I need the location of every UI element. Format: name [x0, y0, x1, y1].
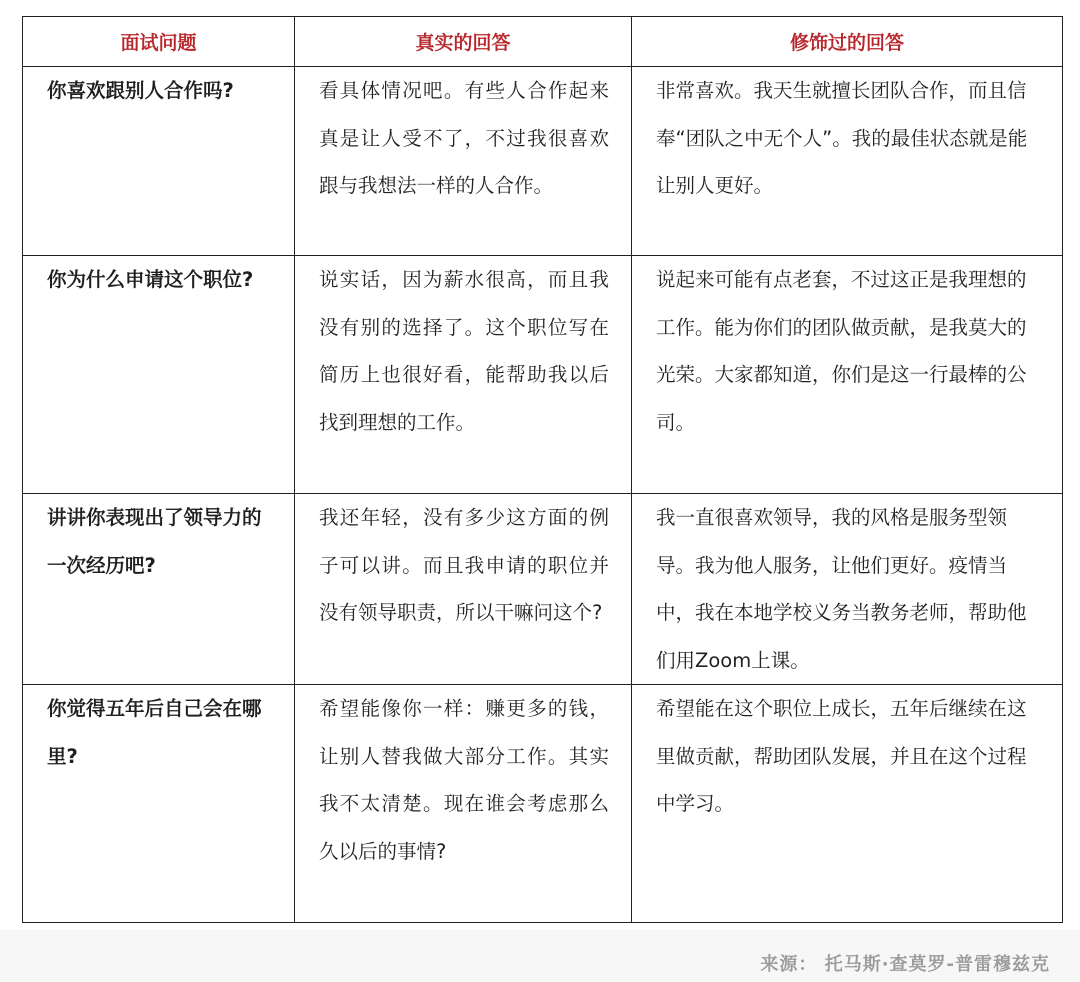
polished-answer-cell: [632, 685, 1063, 923]
table-row: [23, 685, 1063, 923]
header-real-answer: 真实的回答: [295, 17, 632, 67]
polished-answer-text: 非常喜欢。我天生就擅长团队合作，而且信奉“团队之中无个人”。我的最佳状态就是能让别人更好。: [656, 79, 1028, 197]
source-credit: 来源： 托马斯·查莫罗-普雷穆兹克: [760, 954, 1050, 975]
comparison-table-container: [22, 16, 1062, 923]
question-text: 你觉得五年后自己会在哪里?: [47, 697, 262, 768]
question-cell: [23, 494, 295, 685]
real-answer-text: 希望能像你一样：赚更多的钱，让别人替我做大部分工作。其实我不太清楚。现在谁会考虑那么久以后的事情?: [319, 697, 609, 863]
question-cell: [23, 67, 295, 256]
interview-answers-table: [22, 16, 1063, 923]
table-row: [23, 494, 1063, 685]
polished-answer-cell: [632, 494, 1063, 685]
question-cell: [23, 256, 295, 494]
question-text: 讲讲你表现出了领导力的一次经历吧?: [47, 506, 262, 577]
real-answer-text: 看具体情况吧。有些人合作起来真是让人受不了，不过我很喜欢跟与我想法一样的人合作。: [319, 79, 609, 197]
polished-answer-text: 我一直很喜欢领导，我的风格是服务型领导。我为他人服务，让他们更好。疫情当中，我在本地学校义务当教务老师，帮助他们用Zoom上课。: [656, 506, 1027, 672]
polished-answer-text: 希望能在这个职位上成长，五年后继续在这里做贡献，帮助团队发展，并且在这个过程中学习。: [656, 697, 1027, 815]
table-header-row: [23, 17, 1063, 67]
polished-answer-cell: [632, 67, 1063, 256]
real-answer-cell: [295, 67, 632, 256]
question-text: 你喜欢跟别人合作吗?: [47, 79, 234, 102]
table-row: [23, 256, 1063, 494]
table-row: [23, 67, 1063, 256]
real-answer-cell: [295, 685, 632, 923]
header-polished-answer: 修饰过的回答: [632, 17, 1063, 67]
polished-answer-cell: [632, 256, 1063, 494]
question-text: 你为什么申请这个职位?: [47, 268, 254, 291]
polished-answer-text: 说起来可能有点老套，不过这正是我理想的工作。能为你们的团队做贡献，是我莫大的光荣。大家都知道，你们是这一行最棒的公司。: [656, 268, 1027, 434]
real-answer-text: 说实话，因为薪水很高，而且我没有别的选择了。这个职位写在简历上也很好看，能帮助我以后找到理想的工作。: [319, 268, 609, 434]
question-cell: [23, 685, 295, 923]
real-answer-cell: [295, 256, 632, 494]
header-question: 面试问题: [23, 17, 295, 67]
real-answer-cell: [295, 494, 632, 685]
real-answer-text: 我还年轻，没有多少这方面的例子可以讲。而且我申请的职位并没有领导职责，所以干嘛问这个?: [319, 506, 609, 624]
